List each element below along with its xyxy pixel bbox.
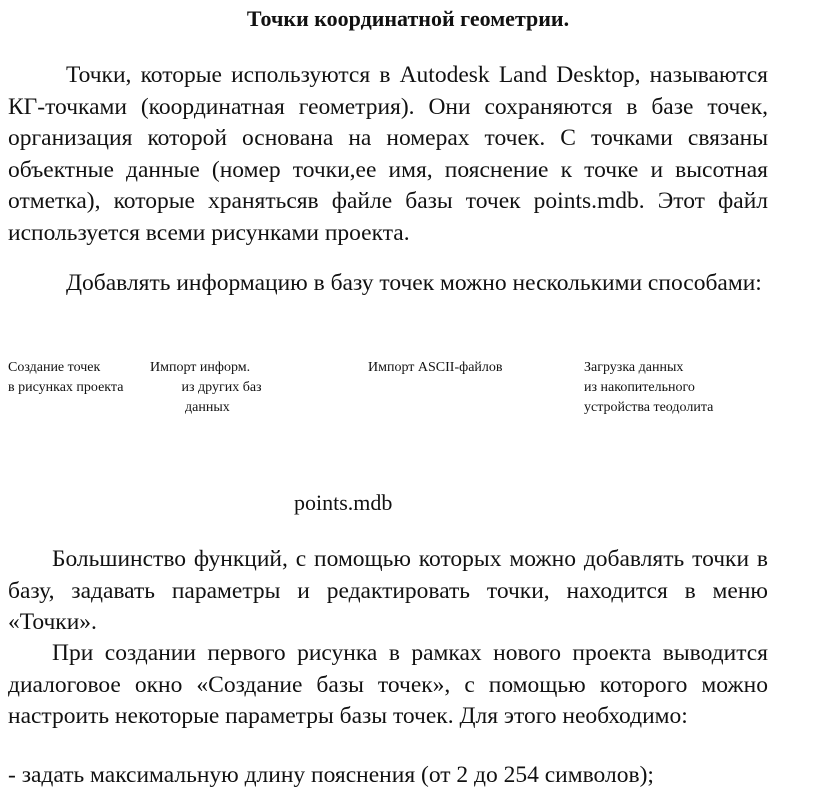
document-title: Точки координатной геометрии. [246, 6, 570, 31]
paragraph-add-methods: Добавлять информацию в базу точек можно несколькими способами: [66, 270, 762, 296]
paragraph-create-db-dialog: При создании первого рисунка в рамках нового проекта выводится диалоговое окно «Создание базы точек», с помощью которого можно настроить некоторые параметры базы точек. Для этого необходимо: [8, 640, 768, 729]
source-import-ascii: Импорт ASCII-файлов [368, 360, 503, 375]
source-theodolite: Загрузка данных из накопительного устройства теодолита [584, 360, 714, 415]
source-import-other-db: Импорт информ. из других баз данных [150, 360, 262, 415]
paragraph-kg-points: Точки, которые используются в Autodesk Land Desktop, называются КГ-точками (координатная геометрия). Они сохраняются в базе точек, организация которой основана на номерах точек. С точками связаны объектные данные (номер точки,ее имя, пояснение к точке и высотная отметка), которые хранятьсяв файле базы точек points.mdb. Этот файл используется всеми рисунками проекта. [8, 62, 768, 246]
paragraph-points-menu: Большинство функций, с помощью которых можно добавлять точки в базу, задавать параметры и редактировать точки, находится в меню «Точки». [8, 546, 768, 635]
points-database-label: points.mdb [294, 490, 393, 515]
source-create-points: Создание точек в рисунках проекта [8, 360, 124, 395]
points-sources-diagram [0, 352, 816, 522]
list-item-comment-length: - задать максимальную длину пояснения (от 2 до 254 символов); [8, 762, 654, 788]
